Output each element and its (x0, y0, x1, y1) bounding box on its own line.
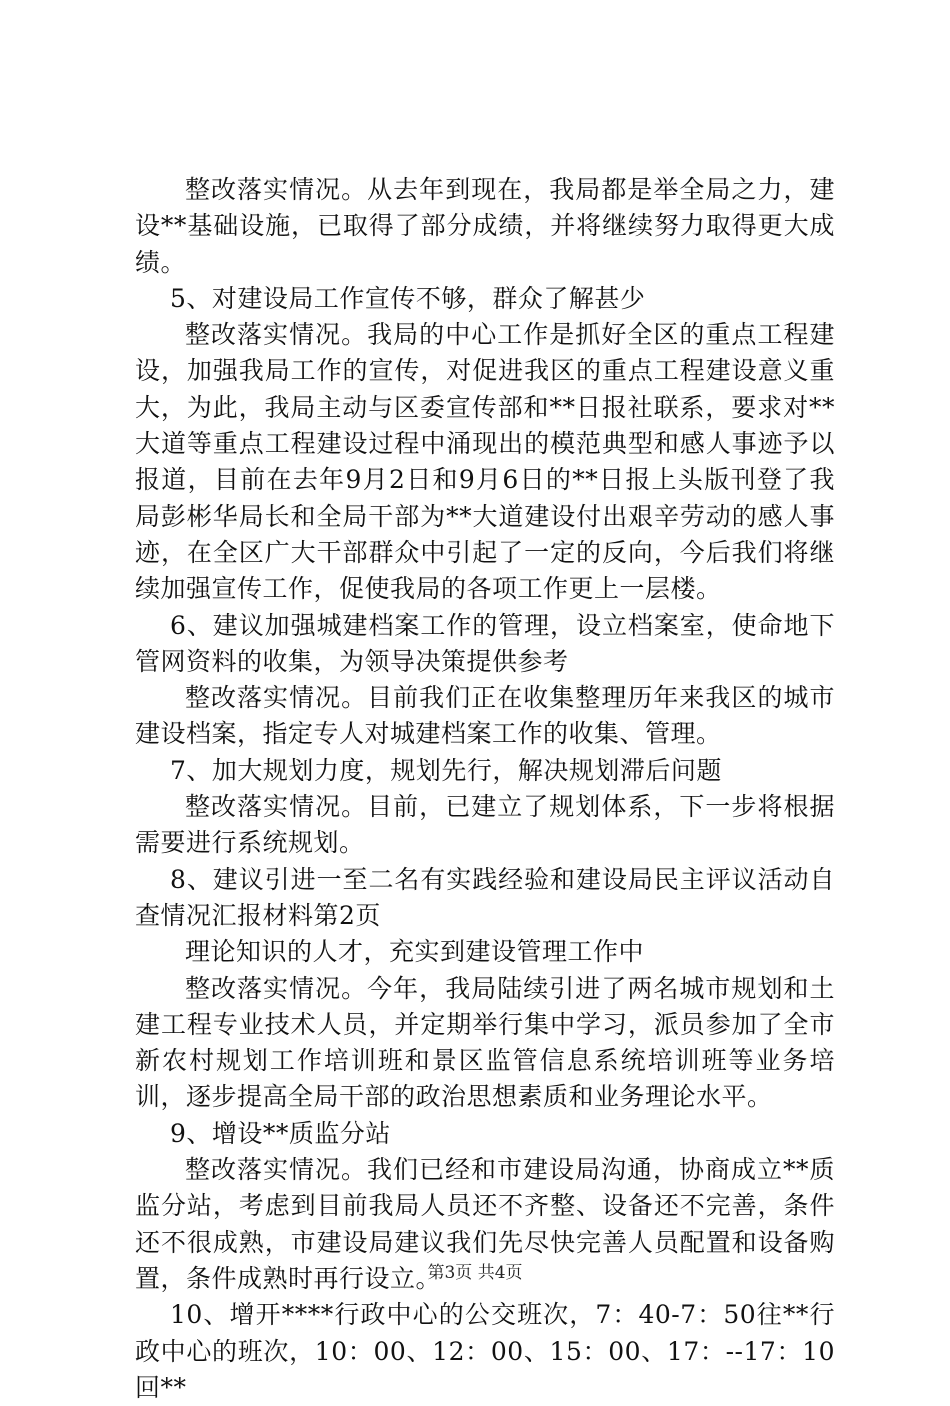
document-body (135, 172, 835, 1406)
paragraph-rectification-5: 整改落实情况。我局的中心工作是抓好全区的重点工程建设，加强我局工作的宣传，对促进我区的重点工程建设意义重大，为此，我局主动与区委宣传部和**日报社联系，要求对**大道等重点工程建设过程中涌现出的模范典型和感人事迹予以报道，目前在去年9月2日和9月6日的**日报上头版刊登了我局彭彬华局长和全局干部为**大道建设付出艰辛劳动的感人事迹，在全区广大干部群众中引起了一定的反向，今后我们将继续加强宣传工作，促使我局的各项工作更上一层楼。 (135, 320, 835, 604)
item-heading-8: 8、建议引进一至二名有实践经验和建设局民主评议活动自查情况汇报材料第2页 (135, 864, 835, 930)
paragraph-rectification-7: 整改落实情况。目前，已建立了规划体系，下一步将根据需要进行系统规划。 (135, 792, 835, 858)
item-heading-9: 9、增设**质监分站 (170, 1118, 391, 1148)
paragraph-rectification-6: 整改落实情况。目前我们正在收集整理历年来我区的城市建设档案，指定专人对城建档案工作的收集、管理。 (135, 683, 835, 749)
item-heading-8-continued: 理论知识的人才，充实到建设管理工作中 (185, 937, 645, 967)
page-footer (0, 1258, 950, 1283)
page-number-label: 第3页 共4页 (427, 1263, 523, 1283)
paragraph-rectification-9: 整改落实情况。我们已经和市建设局沟通，协商成立**质监分站，考虑到目前我局人员还不齐整、设备还不完善，条件还不很成熟，市建设局建议我们先尽快完善人员配置和设备购置，条件成熟时再行设立。 (135, 1155, 835, 1293)
item-heading-10: 10、增开****行政中心的公交班次，7：40-7：50往**行政中心的班次，10：00、12：00、15：00、17：--17：10回** (135, 1300, 835, 1402)
item-heading-7: 7、加大规划力度，规划先行，解决规划滞后问题 (170, 755, 722, 785)
item-heading-6: 6、建议加强城建档案工作的管理，设立档案室，使命地下管网资料的收集，为领导决策提供参考 (135, 610, 835, 676)
paragraph-rectification-1: 整改落实情况。从去年到现在，我局都是举全局之力，建设**基础设施，已取得了部分成绩，并将继续努力取得更大成绩。 (135, 175, 835, 277)
item-heading-5: 5、对建设局工作宣传不够，群众了解甚少 (170, 283, 646, 313)
paragraph-rectification-8: 整改落实情况。今年，我局陆续引进了两名城市规划和土建工程专业技术人员，并定期举行集中学习，派员参加了全市新农村规划工作培训班和景区监管信息系统培训班等业务培训，逐步提高全局干部的政治思想素质和业务理论水平。 (135, 973, 835, 1112)
